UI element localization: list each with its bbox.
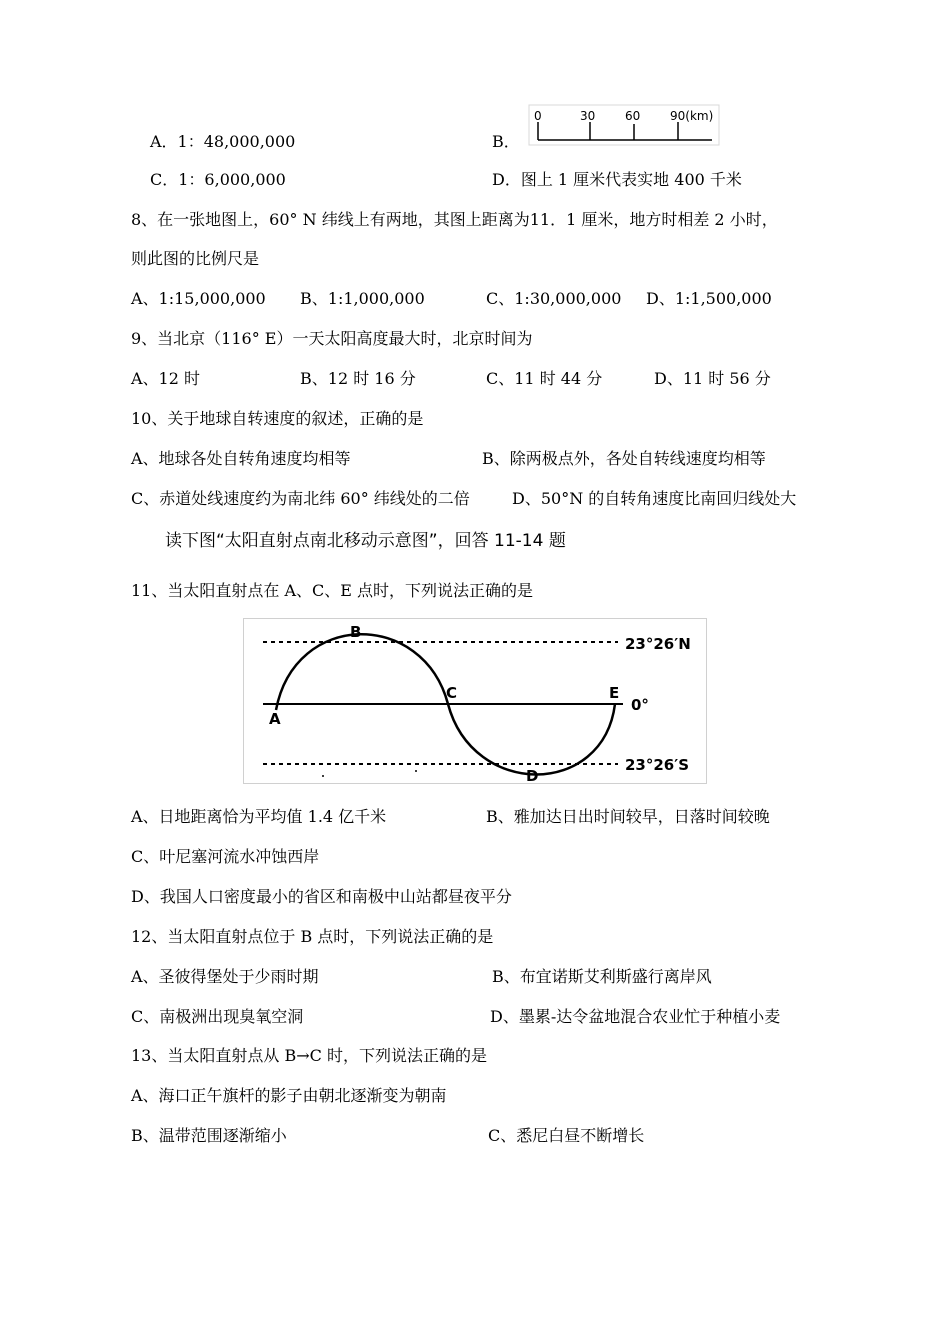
lat-label-north: 23°26′N (625, 635, 691, 653)
q13-option-a: A、海口正午旗杆的影子由朝北逐渐变为朝南 (131, 1086, 447, 1105)
q10-option-d: D、50°N 的自转角速度比南回归线处大 (512, 489, 797, 508)
q13-stem: 13、当太阳直射点从 B→C 时，下列说法正确的是 (131, 1046, 487, 1065)
q9-option-b: B、12 时 16 分 (300, 369, 416, 388)
q9-option-d: D、11 时 56 分 (654, 369, 771, 388)
q7-option-a: A．1：48,000,000 (150, 132, 296, 151)
q13-option-b: B、温带范围逐渐缩小 (131, 1126, 287, 1145)
q8-stem-line2: 则此图的比例尺是 (131, 249, 260, 268)
q7-option-b: B． (492, 132, 520, 151)
q11-stem: 11、当太阳直射点在 A、C、E 点时，下列说法正确的是 (131, 581, 534, 600)
point-label-c: C (446, 684, 458, 702)
q7-option-d: D．图上 1 厘米代表实地 400 千米 (492, 170, 742, 189)
q10-stem: 10、关于地球自转速度的叙述，正确的是 (131, 409, 424, 428)
q10-option-b: B、除两极点外，各处自转线速度均相等 (482, 449, 766, 468)
lat-label-south: 23°26′S (625, 756, 690, 774)
q9-stem: 9、当北京（116° E）一天太阳高度最大时，北京时间为 (131, 329, 533, 348)
lat-label-equator: 0° (631, 696, 649, 714)
q8-option-c: C、1:30,000,000 (486, 289, 622, 308)
q13-option-c: C、悉尼白昼不断增长 (488, 1126, 645, 1145)
q10-option-c: C、赤道处线速度约为南北纬 60° 纬线处的二倍 (131, 489, 470, 508)
point-label-d: D (526, 767, 539, 784)
q9-option-a: A、12 时 (131, 369, 201, 388)
point-label-e: E (609, 684, 620, 702)
point-label-b: B (350, 623, 362, 641)
q8-option-d: D、1:1,500,000 (646, 289, 772, 308)
scale-tick-60: 60 (625, 109, 641, 123)
q12-option-b: B、布宜诺斯艾利斯盛行离岸风 (492, 967, 712, 986)
sun-movement-diagram (243, 618, 707, 784)
q11-option-b: B、雅加达日出时间较早，日落时间较晚 (486, 807, 770, 826)
q11-option-a: A、日地距离恰为平均值 1.4 亿千米 (131, 807, 387, 826)
q9-option-c: C、11 时 44 分 (486, 369, 603, 388)
q10-option-a: A、地球各处自转角速度均相等 (131, 449, 351, 468)
q11-option-d: D、我国人口密度最小的省区和南极中山站都昼夜平分 (131, 887, 512, 906)
q12-option-d: D、墨累-达令盆地混合农业忙于种植小麦 (490, 1007, 781, 1026)
q11-option-c: C、叶尼塞河流水冲蚀西岸 (131, 847, 320, 866)
scale-tick-90: 90(km) (670, 109, 714, 123)
scale-bar (528, 104, 722, 148)
q8-option-b: B、1:1,000,000 (300, 289, 425, 308)
q8-stem-line1: 8、在一张地图上，60° N 纬线上有两地，其图上距离为11．1 厘米，地方时相差 2 小时， (131, 210, 778, 229)
q8-option-a: A、1:15,000,000 (131, 289, 266, 308)
section-heading: 读下图“太阳直射点南北移动示意图”，回答 11-14 题 (165, 531, 566, 551)
q7-option-c: C．1：6,000,000 (150, 170, 286, 189)
scale-tick-0: 0 (534, 109, 542, 123)
q12-stem: 12、当太阳直射点位于 B 点时，下列说法正确的是 (131, 927, 494, 946)
scale-tick-30: 30 (580, 109, 596, 123)
point-label-a: A (269, 710, 281, 728)
q12-option-a: A、圣彼得堡处于少雨时期 (131, 967, 319, 986)
q12-option-c: C、南极洲出现臭氧空洞 (131, 1007, 304, 1026)
